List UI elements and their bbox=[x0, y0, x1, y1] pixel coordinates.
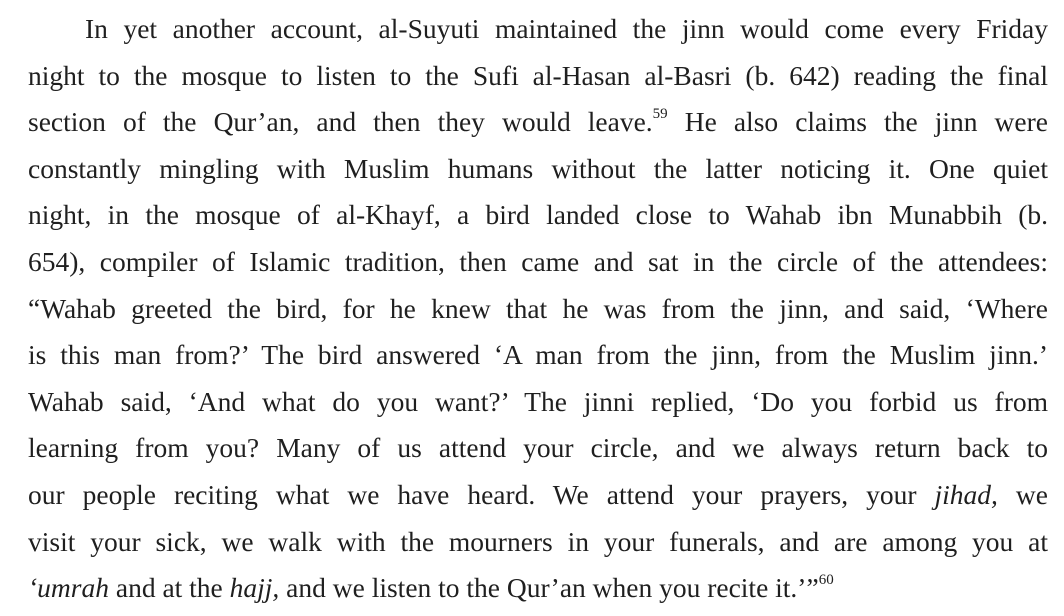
text-line: constantly mingling with Muslim humans without the latter noticing it. One quiet bbox=[28, 152, 1048, 184]
text-line: night, in the mosque of al-Khayf, a bird landed close to Wahab ibn Munabbih (b. bbox=[28, 199, 1048, 231]
text-line: learning from you? Many of us attend your circle, and we always return back to bbox=[28, 432, 1048, 464]
footnote-ref[interactable]: 59 bbox=[652, 106, 668, 123]
text-line: Wahab said, ‘And what do you want?’ The jinni replied, ‘Do you forbid us from bbox=[28, 385, 1048, 417]
text-line: In yet another account, al-Suyuti maintained the jinn would come every Friday bbox=[85, 13, 1048, 44]
body-paragraph bbox=[28, 6, 1048, 612]
text-segment: and at the bbox=[108, 572, 230, 604]
text-line bbox=[28, 99, 1048, 146]
text-segment: section of the Qur’an, and then they would leave. bbox=[28, 106, 653, 138]
italic-term: hajj, bbox=[229, 572, 280, 604]
text-line: visit your sick, we walk with the mourners in your funerals, and are among you at bbox=[28, 525, 1048, 557]
italic-term: jihad, bbox=[934, 478, 998, 510]
text-line: night to the mosque to listen to the Sufi al-Hasan al-Basri (b. 642) reading the final bbox=[28, 59, 1048, 91]
text-segment: our people reciting what we have heard. We attend your prayers, your bbox=[28, 478, 935, 510]
text-segment: and we listen to the Qur’an when you recite it.’” bbox=[279, 572, 819, 604]
text-line: “Wahab greeted the bird, for he knew that he was from the jinn, and said, ‘Where bbox=[28, 292, 1048, 324]
text-line: 654), compiler of Islamic tradition, then came and sat in the circle of the attendees: bbox=[28, 245, 1048, 277]
text-segment: He also claims the jinn were bbox=[667, 106, 1048, 138]
text-line: is this man from?’ The bird answered ‘A man from the jinn, from the Muslim jinn.’ bbox=[28, 339, 1048, 371]
text-line bbox=[28, 472, 1048, 519]
text-line bbox=[28, 565, 1048, 612]
italic-term: ‘umrah bbox=[28, 572, 109, 604]
text-segment: we bbox=[997, 478, 1048, 510]
footnote-ref[interactable]: 60 bbox=[818, 571, 834, 588]
